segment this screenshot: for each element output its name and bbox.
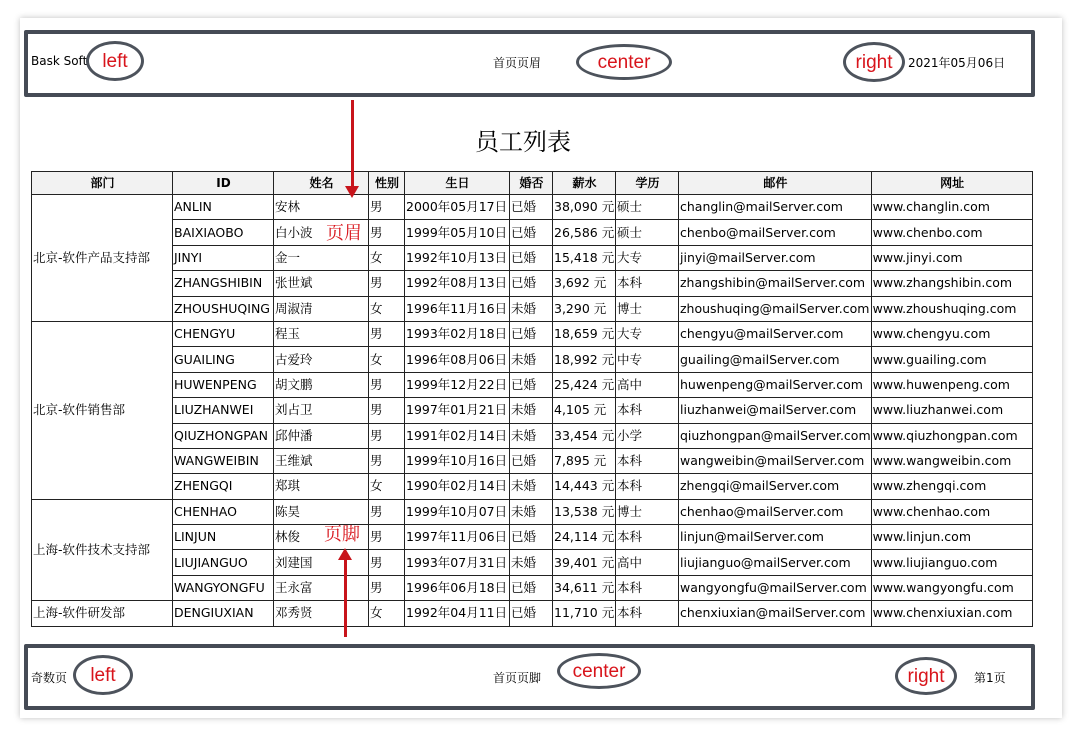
column-header: 婚否 [510,172,553,195]
employee-salary-cell: 33,454 元 [553,423,616,448]
employee-education-cell: 本科 [616,575,679,600]
employee-education-cell: 本科 [616,398,679,423]
employee-birthday-cell: 1992年08月13日 [405,271,510,296]
page-footer [24,644,1035,710]
employee-gender-cell: 女 [369,296,405,321]
employee-email-cell: qiuzhongpan@mailServer.com [679,423,872,448]
employee-id-cell: BAIXIAOBO [173,220,274,245]
employee-birthday-cell: 1999年10月16日 [405,448,510,473]
employee-website-cell: www.zhengqi.com [871,474,1032,499]
employee-id-cell: GUAILING [173,347,274,372]
employee-website-cell: www.liujianguo.com [871,550,1032,575]
employee-email-cell: guailing@mailServer.com [679,347,872,372]
employee-marital-cell: 已婚 [510,448,553,473]
employee-gender-cell: 男 [369,398,405,423]
employee-marital-cell: 已婚 [510,220,553,245]
footer-right-tag: right [895,657,957,695]
column-header: 薪水 [553,172,616,195]
employee-website-cell: www.linjun.com [871,525,1032,550]
employee-marital-cell: 未婚 [510,296,553,321]
employee-birthday-cell: 1996年06月18日 [405,575,510,600]
employee-email-cell: wangweibin@mailServer.com [679,448,872,473]
employee-id-cell: HUWENPENG [173,372,274,397]
employee-email-cell: zhoushuqing@mailServer.com [679,296,872,321]
employee-birthday-cell: 1996年11月16日 [405,296,510,321]
employee-gender-cell: 男 [369,448,405,473]
employee-birthday-cell: 1997年01月21日 [405,398,510,423]
employee-name-cell: 张世斌 [274,271,369,296]
employee-education-cell: 硕士 [616,195,679,220]
employee-name-cell: 金一 [274,245,369,270]
employee-birthday-cell: 1990年02月14日 [405,474,510,499]
employee-gender-cell: 男 [369,271,405,296]
table-row [32,271,1033,296]
employee-education-cell: 本科 [616,474,679,499]
employee-salary-cell: 39,401 元 [553,550,616,575]
employee-gender-cell: 男 [369,220,405,245]
employee-id-cell: CHENHAO [173,499,274,524]
employee-education-cell: 博士 [616,296,679,321]
column-header: 部门 [32,172,173,195]
employee-salary-cell: 14,443 元 [553,474,616,499]
employee-salary-cell: 13,538 元 [553,499,616,524]
employee-name-cell: 郑琪 [274,474,369,499]
employee-id-cell: ANLIN [173,195,274,220]
employee-website-cell: www.chenhao.com [871,499,1032,524]
employee-id-cell: WANGWEIBIN [173,448,274,473]
employee-salary-cell: 18,659 元 [553,321,616,346]
employee-id-cell: CHENGYU [173,321,274,346]
employee-name-cell: 胡文鹏 [274,372,369,397]
table-row [32,575,1033,600]
employee-marital-cell: 已婚 [510,575,553,600]
employee-salary-cell: 3,692 元 [553,271,616,296]
employee-id-cell: ZHOUSHUQING [173,296,274,321]
employee-email-cell: chenxiuxian@mailServer.com [679,601,872,626]
employee-gender-cell: 男 [369,575,405,600]
footer-left-tag: left [73,655,133,695]
employee-education-cell: 大专 [616,245,679,270]
table-row [32,525,1033,550]
column-header: ID [173,172,274,195]
employee-education-cell: 高中 [616,372,679,397]
employee-email-cell: huwenpeng@mailServer.com [679,372,872,397]
employee-name-cell: 白小波 [274,220,369,245]
employee-gender-cell: 男 [369,423,405,448]
employee-website-cell: www.changlin.com [871,195,1032,220]
employee-education-cell: 硕士 [616,220,679,245]
employee-birthday-cell: 1993年02月18日 [405,321,510,346]
footer-center-text: 首页页脚 [493,671,542,685]
employee-birthday-cell: 1991年02月14日 [405,423,510,448]
employee-name-cell: 程玉 [274,321,369,346]
employee-marital-cell: 已婚 [510,525,553,550]
employee-salary-cell: 3,290 元 [553,296,616,321]
employee-website-cell: www.chenxiuxian.com [871,601,1032,626]
employee-id-cell: ZHENGQI [173,474,274,499]
footer-center-tag: center [557,653,641,689]
employee-marital-cell: 未婚 [510,550,553,575]
employee-marital-cell: 已婚 [510,245,553,270]
employee-salary-cell: 7,895 元 [553,448,616,473]
department-cell: 北京-软件销售部 [32,321,173,499]
employee-gender-cell: 女 [369,601,405,626]
table-row [32,499,1033,524]
employee-email-cell: zhengqi@mailServer.com [679,474,872,499]
header-center-text: 首页页眉 [493,56,542,70]
employee-education-cell: 大专 [616,321,679,346]
employee-name-cell: 刘占卫 [274,398,369,423]
employee-website-cell: www.chengyu.com [871,321,1032,346]
table-row [32,296,1033,321]
employee-salary-cell: 38,090 元 [553,195,616,220]
employee-name-cell: 周淑清 [274,296,369,321]
employee-id-cell: QIUZHONGPAN [173,423,274,448]
employee-salary-cell: 24,114 元 [553,525,616,550]
employee-id-cell: WANGYONGFU [173,575,274,600]
department-cell: 北京-软件产品支持部 [32,195,173,322]
employee-email-cell: chengyu@mailServer.com [679,321,872,346]
employee-birthday-cell: 2000年05月17日 [405,195,510,220]
employee-website-cell: www.guailing.com [871,347,1032,372]
table-row [32,347,1033,372]
employee-email-cell: linjun@mailServer.com [679,525,872,550]
employee-name-cell: 刘建国 [274,550,369,575]
employee-birthday-cell: 1999年10月07日 [405,499,510,524]
department-cell: 上海-软件技术支持部 [32,499,173,601]
employee-birthday-cell: 1996年08月06日 [405,347,510,372]
table-row [32,474,1033,499]
column-header: 邮件 [679,172,872,195]
employee-table [31,171,1033,627]
employee-name-cell: 安林 [274,195,369,220]
employee-id-cell: LINJUN [173,525,274,550]
employee-marital-cell: 未婚 [510,398,553,423]
employee-birthday-cell: 1997年11月06日 [405,525,510,550]
employee-id-cell: ZHANGSHIBIN [173,271,274,296]
employee-marital-cell: 已婚 [510,195,553,220]
table-row [32,220,1033,245]
table-row [32,321,1033,346]
employee-marital-cell: 已婚 [510,321,553,346]
employee-name-cell: 邓秀贤 [274,601,369,626]
employee-website-cell: www.liuzhanwei.com [871,398,1032,423]
employee-education-cell: 博士 [616,499,679,524]
employee-website-cell: www.jinyi.com [871,245,1032,270]
employee-name-cell: 王永富 [274,575,369,600]
employee-birthday-cell: 1999年05月10日 [405,220,510,245]
column-header: 性别 [369,172,405,195]
table-row [32,423,1033,448]
employee-salary-cell: 18,992 元 [553,347,616,372]
employee-salary-cell: 34,611 元 [553,575,616,600]
employee-salary-cell: 15,418 元 [553,245,616,270]
employee-gender-cell: 女 [369,347,405,372]
header-center-tag: center [576,44,672,80]
header-right-text: 2021年05月06日 [908,56,1006,70]
employee-birthday-cell: 1999年12月22日 [405,372,510,397]
employee-website-cell: www.zhoushuqing.com [871,296,1032,321]
employee-email-cell: liujianguo@mailServer.com [679,550,872,575]
employee-marital-cell: 未婚 [510,499,553,524]
employee-marital-cell: 未婚 [510,474,553,499]
employee-name-cell: 陈昊 [274,499,369,524]
employee-email-cell: changlin@mailServer.com [679,195,872,220]
employee-email-cell: chenbo@mailServer.com [679,220,872,245]
footer-arrow-line [344,559,347,637]
employee-name-cell: 林俊 [274,525,369,550]
employee-salary-cell: 11,710 元 [553,601,616,626]
employee-email-cell: liuzhanwei@mailServer.com [679,398,872,423]
employee-marital-cell: 未婚 [510,347,553,372]
table-row [32,601,1033,626]
employee-website-cell: www.wangyongfu.com [871,575,1032,600]
employee-birthday-cell: 1993年07月31日 [405,550,510,575]
employee-education-cell: 本科 [616,525,679,550]
employee-birthday-cell: 1992年10月13日 [405,245,510,270]
employee-id-cell: JINYI [173,245,274,270]
header-left-text: Bask Soft [31,54,88,68]
employee-marital-cell: 已婚 [510,372,553,397]
table-header-row [32,172,1033,195]
department-cell: 上海-软件研发部 [32,601,173,626]
employee-education-cell: 本科 [616,271,679,296]
employee-name-cell: 王维斌 [274,448,369,473]
header-arrow-head [345,186,359,198]
header-arrow-line [351,100,354,188]
employee-email-cell: zhangshibin@mailServer.com [679,271,872,296]
page-title: 员工列表 [475,128,571,156]
table-row [32,448,1033,473]
header-left-tag: left [86,41,144,81]
column-header: 学历 [616,172,679,195]
employee-email-cell: jinyi@mailServer.com [679,245,872,270]
table-row [32,550,1033,575]
employee-website-cell: www.zhangshibin.com [871,271,1032,296]
header-right-tag: right [843,42,905,82]
employee-gender-cell: 男 [369,372,405,397]
employee-website-cell: www.wangweibin.com [871,448,1032,473]
employee-education-cell: 小学 [616,423,679,448]
employee-id-cell: DENGIUXIAN [173,601,274,626]
employee-gender-cell: 女 [369,245,405,270]
employee-website-cell: www.qiuzhongpan.com [871,423,1032,448]
employee-marital-cell: 已婚 [510,271,553,296]
table-row [32,372,1033,397]
footer-right-text: 第1页 [974,671,1006,685]
employee-salary-cell: 26,586 元 [553,220,616,245]
employee-id-cell: LIUJIANGUO [173,550,274,575]
employee-education-cell: 本科 [616,601,679,626]
table-row [32,398,1033,423]
employee-birthday-cell: 1992年04月11日 [405,601,510,626]
column-header: 网址 [871,172,1032,195]
employee-education-cell: 本科 [616,448,679,473]
employee-marital-cell: 已婚 [510,601,553,626]
table-row [32,195,1033,220]
employee-education-cell: 中专 [616,347,679,372]
table-row [32,245,1033,270]
footer-left-text: 奇数页 [31,671,68,685]
employee-salary-cell: 25,424 元 [553,372,616,397]
employee-name-cell: 古爱玲 [274,347,369,372]
employee-email-cell: wangyongfu@mailServer.com [679,575,872,600]
header-annotation-label: 页眉 [326,223,362,244]
employee-gender-cell: 男 [369,195,405,220]
employee-salary-cell: 4,105 元 [553,398,616,423]
footer-annotation-label: 页脚 [324,524,360,545]
employee-gender-cell: 男 [369,525,405,550]
employee-gender-cell: 男 [369,321,405,346]
column-header: 生日 [405,172,510,195]
employee-gender-cell: 男 [369,499,405,524]
employee-gender-cell: 女 [369,474,405,499]
employee-education-cell: 高中 [616,550,679,575]
column-header: 姓名 [274,172,369,195]
employee-name-cell: 邱仲潘 [274,423,369,448]
employee-website-cell: www.chenbo.com [871,220,1032,245]
employee-email-cell: chenhao@mailServer.com [679,499,872,524]
employee-id-cell: LIUZHANWEI [173,398,274,423]
employee-gender-cell: 男 [369,550,405,575]
employee-website-cell: www.huwenpeng.com [871,372,1032,397]
employee-marital-cell: 未婚 [510,423,553,448]
